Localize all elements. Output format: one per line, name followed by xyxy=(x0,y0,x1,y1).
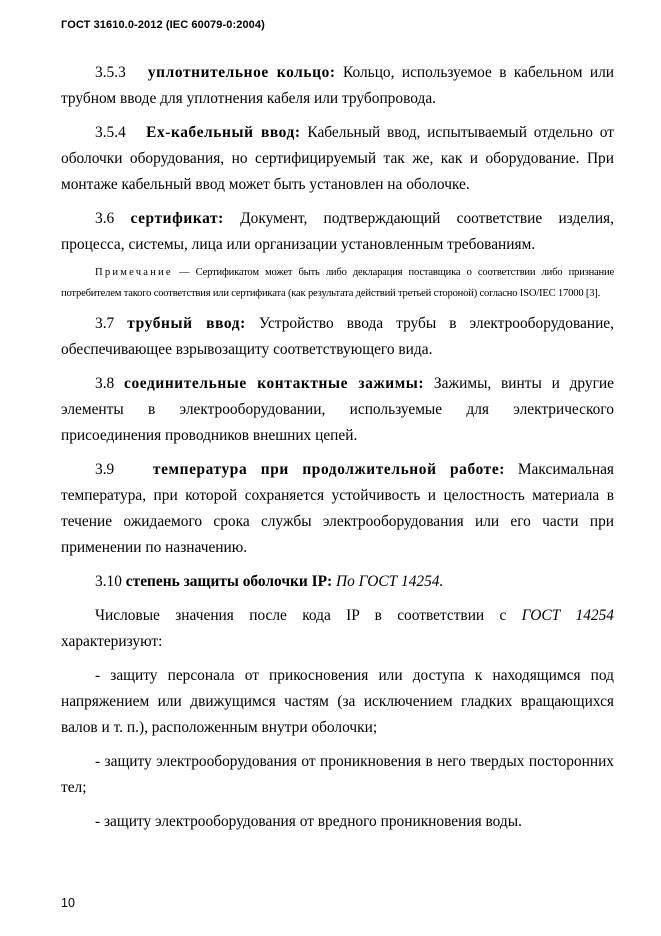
clause-term: температура при продолжительной работе: xyxy=(152,461,505,478)
list-item: - защиту электрооборудования от вредного проникновения воды. xyxy=(95,813,522,830)
clause-3-7 xyxy=(61,311,614,363)
ip-intro-lead: Числовые значения после кода IP в соответствии с xyxy=(95,607,507,624)
ip-intro-ref: ГОСТ 14254 xyxy=(521,607,614,624)
clause-3-5-3 xyxy=(61,60,614,112)
clause-3-5-4 xyxy=(61,120,614,198)
clause-term: уплотнительное кольцо: xyxy=(147,64,336,81)
clause-3-6 xyxy=(61,206,614,258)
note-label: Примечание xyxy=(95,267,173,278)
clause-term: Ex-кабельный ввод: xyxy=(146,124,301,141)
clause-text: Устройство ввода трубы в электрооборудование, обеспечивающее взрывозащиту соответствующего вида. xyxy=(61,315,614,358)
clause-text: Зажимы, винты и другие элементы в электрооборудовании, используемые для электрического присоединения проводников внешних цепей. xyxy=(61,375,615,444)
page-content xyxy=(61,60,614,843)
list-item: - защиту электрооборудования от проникновения в него твердых посторонних тел; xyxy=(61,753,614,796)
clause-3-10 xyxy=(61,569,614,595)
clause-text: Документ, подтверждающий соответствие изделия, процесса, системы, лица или организации установленным требованиям. xyxy=(61,210,614,253)
clause-term: трубный ввод: xyxy=(127,315,246,332)
clause-number: 3.7 xyxy=(95,315,115,332)
list-item: - защиту персонала от прикосновения или доступа к находящимся под напряжением или движущимся частям (за исключением гладких вращающихся валов и т. п.), расположенным внутри оболочки; xyxy=(61,667,614,736)
note xyxy=(61,262,614,304)
clause-number: 3.6 xyxy=(95,210,115,227)
clause-text: Кабельный ввод, испытываемый отдельно от оболочки оборудования, но сертифицируемый так же, как и оборудование. При монтаже кабельный ввод может быть установлен на оболочке. xyxy=(61,124,614,193)
clause-text: По ГОСТ 14254. xyxy=(336,573,444,590)
clause-term: сертификат: xyxy=(130,210,224,227)
clause-text: Максимальная температура, при которой сохраняется устойчивость и целостность материала в течение ожидаемого срока службы электрооборудования или его части при применении по назначению. xyxy=(61,461,614,556)
clause-number: 3.5.3 xyxy=(95,64,126,81)
note-text: — Сертификатом может быть либо декларация поставщика о соответствии либо признание потребителем такого соответствия или сертификата (как результата действий третьей стороной) согласно ISO/IEC 17000 [3]. xyxy=(61,267,614,299)
page-number: 10 xyxy=(61,896,75,910)
clause-term: степень защиты оболочки IP: xyxy=(125,573,333,590)
ip-intro xyxy=(61,603,614,655)
clause-number: 3.8 xyxy=(95,375,115,392)
clause-number: 3.9 xyxy=(95,461,115,478)
clause-number: 3.10 xyxy=(95,573,122,590)
document-header: ГОСТ 31610.0-2012 (IEC 60079-0:2004) xyxy=(61,19,265,31)
clause-3-9 xyxy=(61,457,614,561)
clause-3-8 xyxy=(61,371,614,449)
clause-term: соединительные контактные зажимы: xyxy=(124,375,425,392)
clause-text: Кольцо, используемое в кабельном или трубном вводе для уплотнения кабеля или трубопровода. xyxy=(61,64,614,107)
ip-intro-tail: характеризуют: xyxy=(61,633,163,650)
clause-number: 3.5.4 xyxy=(95,124,126,141)
